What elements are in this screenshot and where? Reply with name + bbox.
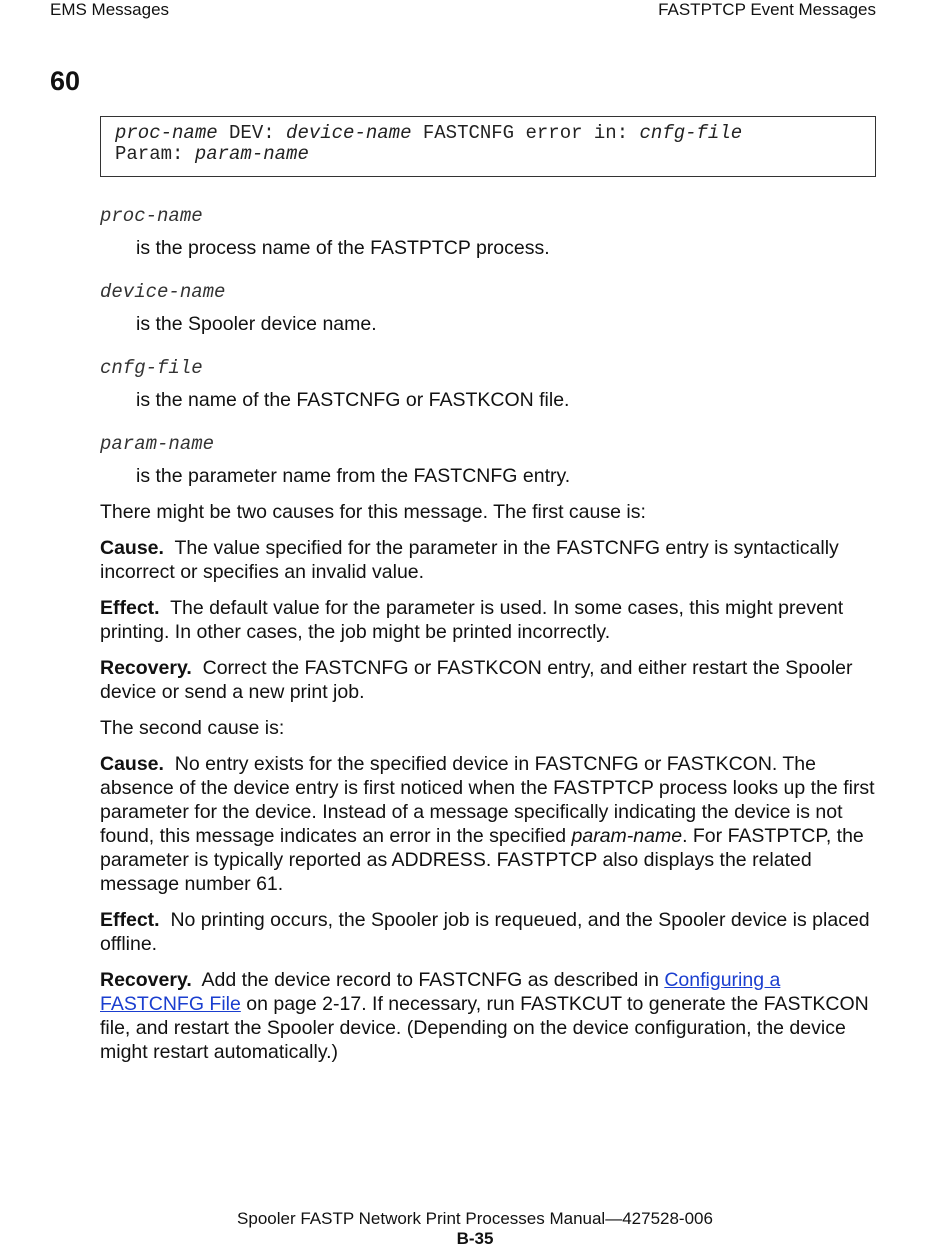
term-description: is the name of the FASTCNFG or FASTKCON file.	[136, 389, 570, 411]
message-syntax-box	[100, 116, 876, 177]
cause-text-continued: . For FASTPTCP, the parameter is typically reported as ADDRESS. FASTPTCP also displays the related message number 61.	[100, 825, 864, 895]
term-description: is the Spooler device name.	[136, 313, 377, 335]
syntax-literal: FASTCNFG error in:	[411, 122, 640, 144]
second-effect-paragraph	[100, 908, 876, 956]
first-effect-paragraph	[100, 596, 876, 644]
term-name: device-name	[100, 281, 226, 303]
term-name: param-name	[100, 433, 215, 455]
syntax-var-device-name: device-name	[286, 122, 412, 144]
effect-text: The default value for the parameter is used. In some cases, this might prevent printing. In other cases, the job might be printed incorrectly.	[100, 597, 844, 643]
syntax-literal: DEV:	[217, 122, 287, 144]
recovery-text: Correct the FASTCNFG or FASTKCON entry, and either restart the Spooler device or send a new print job.	[100, 657, 853, 703]
cause-label: Cause.	[100, 537, 164, 559]
first-recovery-paragraph	[100, 656, 876, 704]
second-cause-intro: The second cause is:	[100, 717, 285, 739]
term-name: proc-name	[100, 205, 203, 227]
running-header-left: EMS Messages	[50, 0, 170, 19]
recovery-label: Recovery.	[100, 969, 192, 991]
first-cause-intro: There might be two causes for this message. The first cause is:	[100, 501, 646, 523]
cause-label: Cause.	[100, 753, 164, 775]
footer-manual-title: Spooler FASTP Network Print Processes Manual—427528-006	[237, 1209, 713, 1228]
syntax-var-cnfg-file: cnfg-file	[639, 122, 743, 144]
effect-label: Effect.	[100, 597, 160, 619]
cause-text: No entry exists for the specified device in FASTCNFG or FASTKCON. The absence of the device entry is first noticed when the FASTPTCP process looks up the first parameter for the device. Instead of a message specifically indicating the device is not found, this message indicates an error in the specified	[100, 753, 875, 847]
syntax-var-param-name: param-name	[194, 143, 309, 165]
first-cause-paragraph	[100, 536, 876, 584]
second-recovery-paragraph	[100, 968, 876, 1064]
footer-page-number: B-35	[456, 1229, 494, 1248]
term-description: is the process name of the FASTPTCP process.	[136, 237, 550, 259]
recovery-text-continued: on page 2-17. If necessary, run FASTKCUT to generate the FASTKCON file, and restart the Spooler device. (Depending on the device configuration, the device might restart automatically.)	[100, 993, 869, 1063]
cause-text: The value specified for the parameter in the FASTCNFG entry is syntactically incorrect or specifies an invalid value.	[100, 537, 839, 583]
effect-text: No printing occurs, the Spooler job is requeued, and the Spooler device is placed offline.	[100, 909, 870, 955]
syntax-line-2	[115, 144, 861, 165]
cause-param-name: param-name	[571, 825, 683, 847]
message-body	[100, 200, 876, 1076]
running-header-right: FASTPTCP Event Messages	[658, 0, 876, 19]
message-number: 60	[50, 66, 81, 96]
syntax-var-proc-name: proc-name	[115, 122, 218, 144]
second-cause-paragraph	[100, 752, 876, 896]
term-name: cnfg-file	[100, 357, 203, 379]
page-footer	[0, 1209, 950, 1249]
term-description: is the parameter name from the FASTCNFG entry.	[136, 465, 571, 487]
configuring-fastcnfg-file-link[interactable]: Configuring a FASTCNFG File	[100, 969, 781, 1015]
syntax-literal: Param:	[115, 143, 195, 165]
recovery-text: Add the device record to FASTCNFG as described in	[201, 969, 665, 991]
recovery-label: Recovery.	[100, 657, 192, 679]
syntax-line-1	[115, 123, 861, 144]
effect-label: Effect.	[100, 909, 160, 931]
